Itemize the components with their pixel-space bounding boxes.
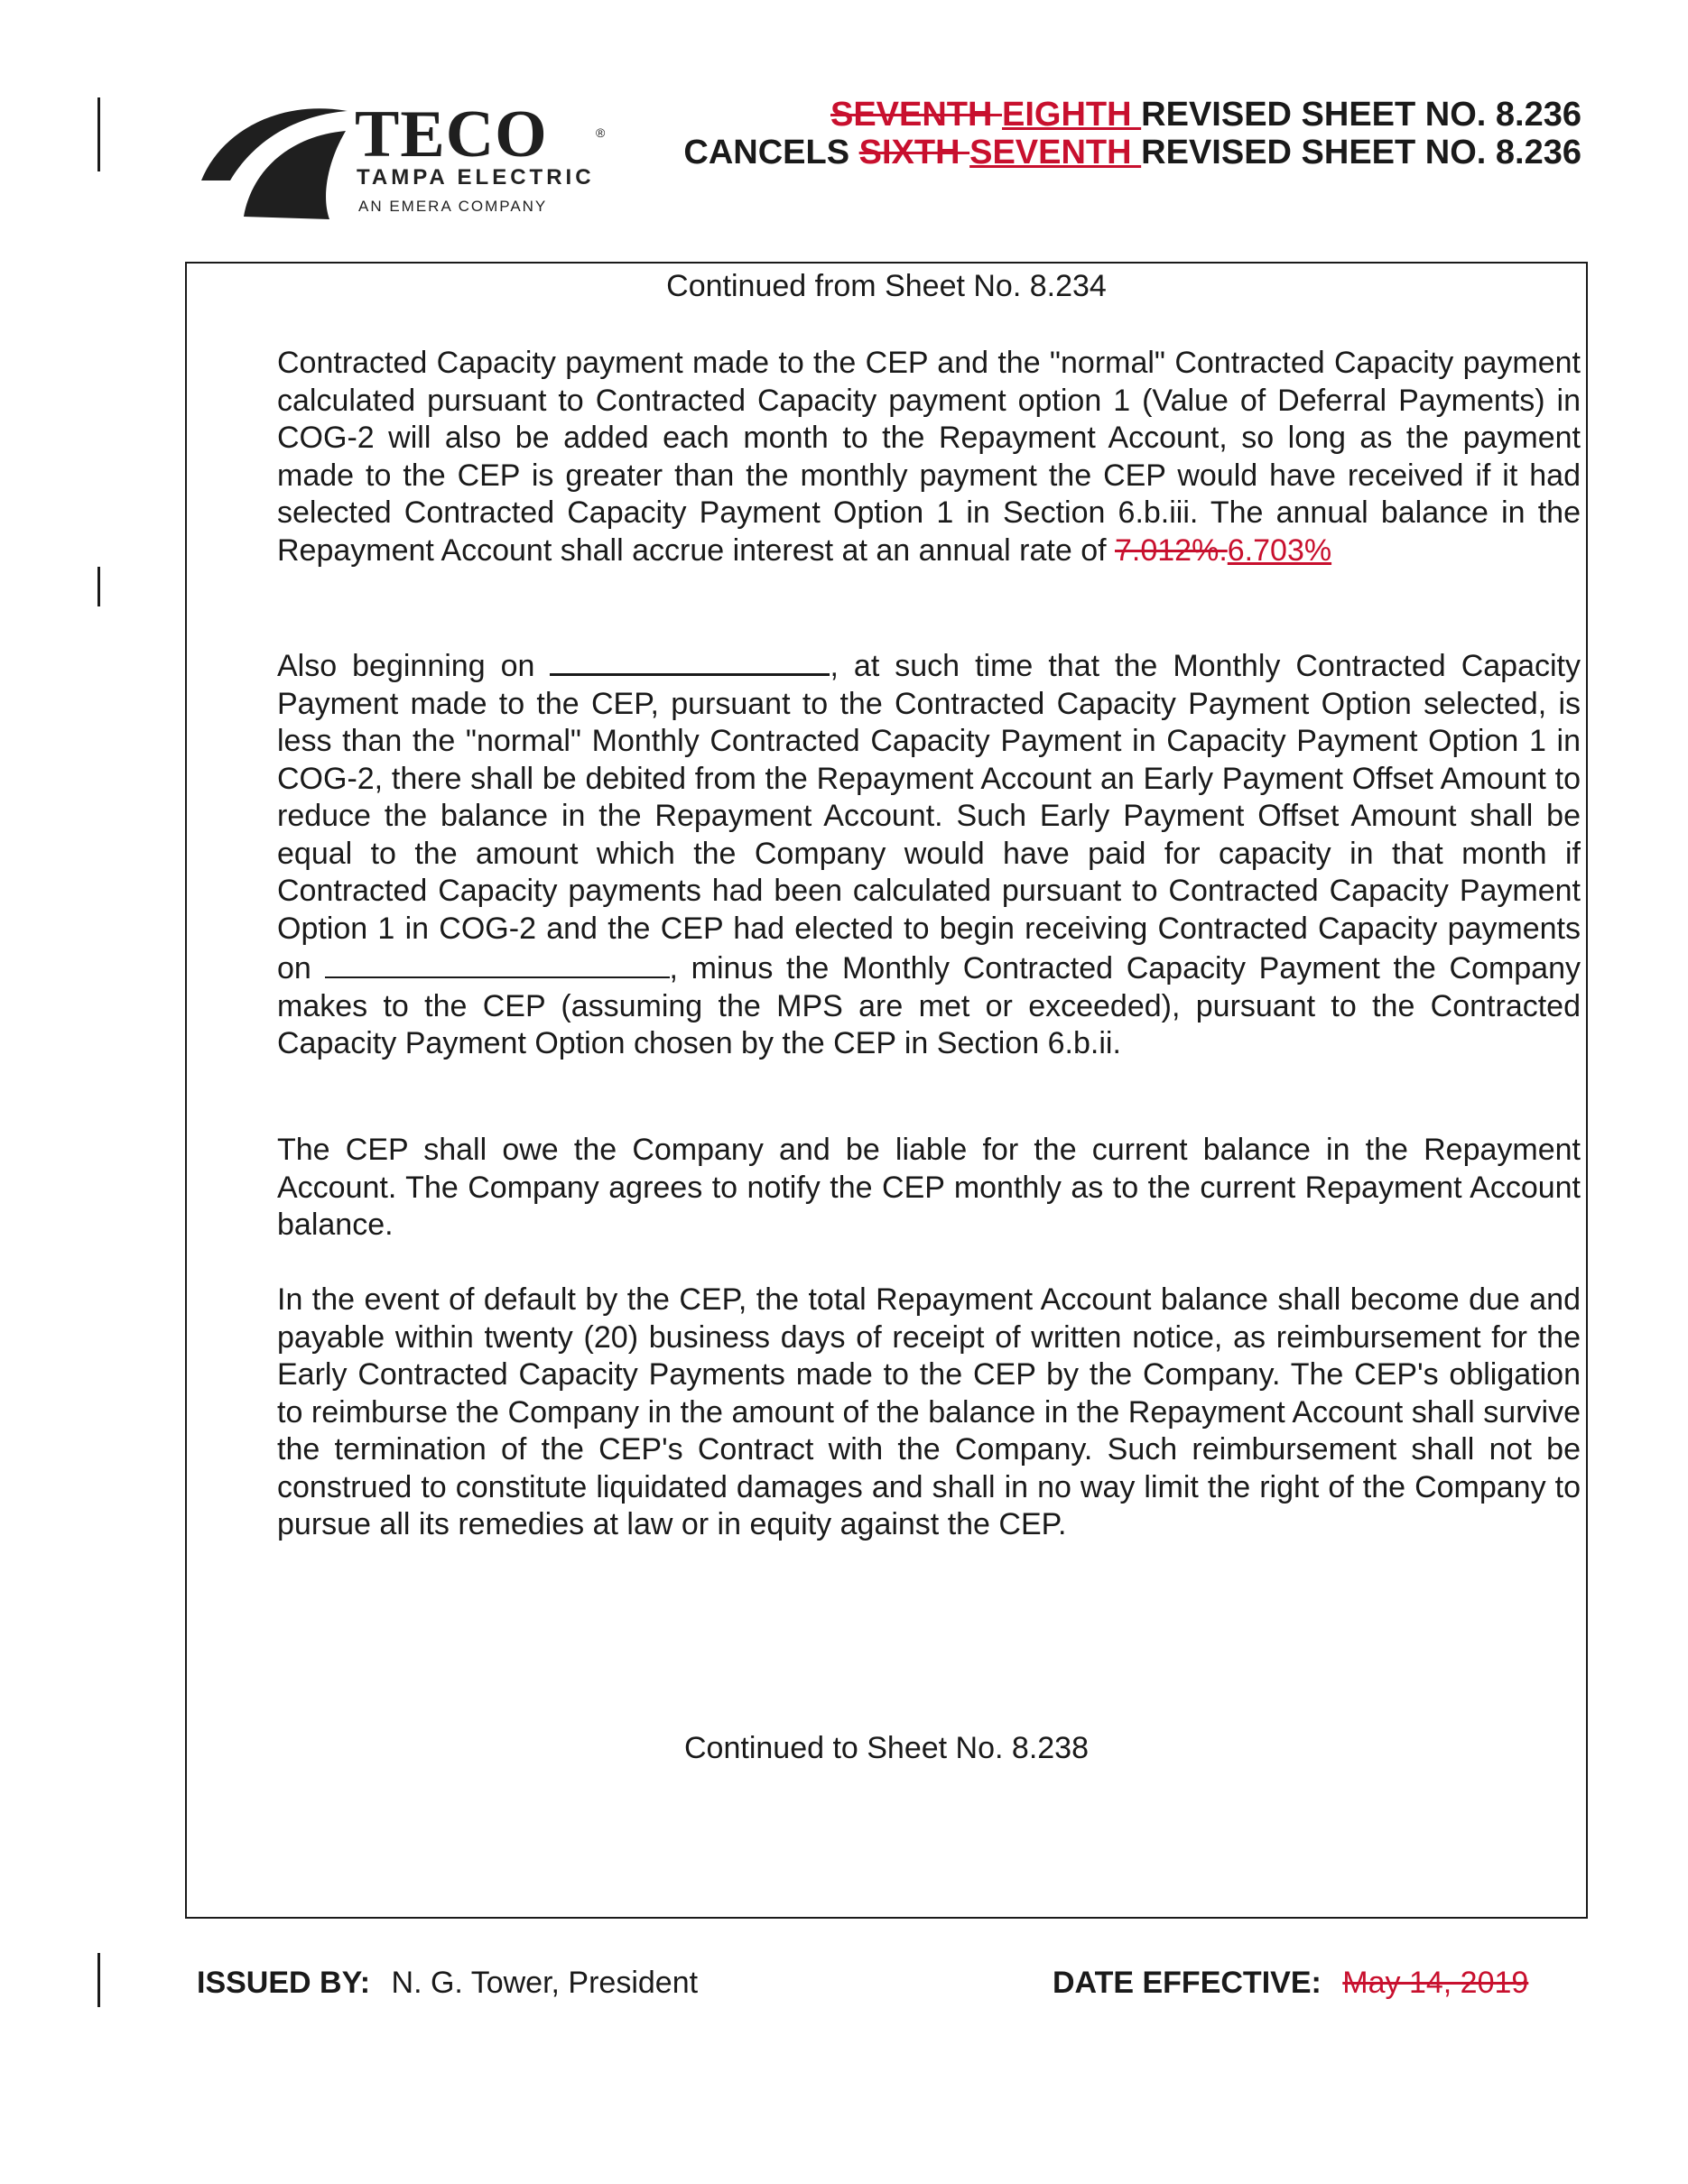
content-frame bbox=[185, 262, 1588, 1919]
sheet-header bbox=[683, 96, 1581, 171]
logo-brand: TECO bbox=[355, 97, 548, 171]
paragraph-1 bbox=[277, 345, 1581, 569]
deleted-effective-date: May 14, 2019 bbox=[1342, 1966, 1529, 2000]
cancels-sheet-text: REVISED SHEET NO. 8.236 bbox=[1141, 134, 1581, 171]
date-effective-label: DATE EFFECTIVE: bbox=[1053, 1966, 1322, 2000]
logo-line1: TAMPA ELECTRIC bbox=[357, 165, 595, 190]
paragraph-2-start: Also beginning on bbox=[277, 649, 551, 683]
date-effective bbox=[1053, 1966, 1528, 2001]
inserted-cancel-revision: SEVENTH bbox=[969, 134, 1142, 171]
revision-bar-footer bbox=[97, 1953, 100, 2007]
revision-bar-header bbox=[97, 97, 100, 171]
logo-line2: AN EMERA COMPANY bbox=[358, 198, 548, 215]
teco-swoosh-icon bbox=[194, 95, 352, 221]
teco-logo bbox=[194, 95, 663, 230]
continued-to: Continued to Sheet No. 8.238 bbox=[684, 1731, 1089, 1765]
issued-by-value: N. G. Tower, President bbox=[391, 1966, 699, 2000]
inserted-revision: EIGHTH bbox=[1002, 96, 1142, 134]
paragraph-2-end: , minus the Monthly Contracted Capacity Payment the Company makes to the CEP (assuming the MPS are met or exceeded), pursuant to the Contracted Capacity Payment Option chosen by the CEP in Section 6.b.ii. bbox=[277, 951, 1581, 1060]
cancels-prefix: CANCELS bbox=[683, 134, 859, 171]
issued-by-label: ISSUED BY: bbox=[197, 1966, 371, 2000]
logo-registered-mark: ® bbox=[596, 125, 606, 140]
paragraph-2-middle: , at such time that the Monthly Contracted Capacity Payment made to the CEP, pursuant to the Contracted Capacity Payment Option selected, is less than the "normal" Monthly Contracted Capacity Payment in Capacity Payment Option 1 in COG-2, there shall be debited from the Repayment Account an Early Payment Offset Amount to reduce the balance in the Repayment Account. Such Early Payment Offset Amount shall be equal to the amount which the Company would have paid for capacity in that month if Contracted Capacity payments had been calculated pursuant to Contracted Capacity Payment Option 1 in COG-2 and the CEP had elected to begin receiving Contracted Capacity payments on bbox=[277, 649, 1581, 986]
inserted-rate: 6.703% bbox=[1227, 532, 1332, 568]
sheet-number-line bbox=[683, 96, 1581, 134]
date-blank-1 bbox=[550, 644, 830, 676]
paragraph-3: The CEP shall owe the Company and be liable for the current balance in the Repayment Account. The Company agrees to notify the CEP monthly as to the current Repayment Account balance. bbox=[277, 1133, 1581, 1242]
paragraph-2 bbox=[277, 644, 1581, 1063]
date-blank-2 bbox=[325, 948, 670, 978]
revision-bar-rate bbox=[97, 567, 100, 606]
paragraph-1-text: Contracted Capacity payment made to the CEP and the "normal" Contracted Capacity payment calculated pursuant to Contracted Capacity payment option 1 (Value of Deferral Payments) in COG-2 will also be added each month to the Repayment Account, so long as the payment made to the CEP is greater than the monthly payment the CEP would have received if it had selected Contracted Capacity Payment Option 1 in Section 6.b.iii. The annual balance in the Repayment Account shall accrue interest at an annual rate of bbox=[277, 346, 1581, 568]
deleted-rate: 7.012%. bbox=[1115, 532, 1228, 568]
deleted-cancel-revision: SIXTH bbox=[858, 134, 970, 171]
issued-by bbox=[197, 1966, 698, 2001]
paragraph-4: In the event of default by the CEP, the total Repayment Account balance shall become due and payable within twenty (20) business days of receipt of written notice, as reimbursement for the Early Contracted Capacity Payments made to the CEP by the Company. The CEP's obligation to reimburse the Company in the amount of the balance in the Repayment Account shall survive the termination of the CEP's Contract with the Company. Such reimbursement shall not be construed to constitute liquidated damages and shall in no way limit the right of the Company to pursue all its remedies at law or in equity against the CEP. bbox=[277, 1282, 1581, 1541]
deleted-revision: SEVENTH bbox=[830, 96, 1003, 134]
continued-from: Continued from Sheet No. 8.234 bbox=[666, 269, 1107, 303]
sheet-number-text: REVISED SHEET NO. 8.236 bbox=[1141, 96, 1581, 134]
cancels-line bbox=[683, 134, 1581, 171]
